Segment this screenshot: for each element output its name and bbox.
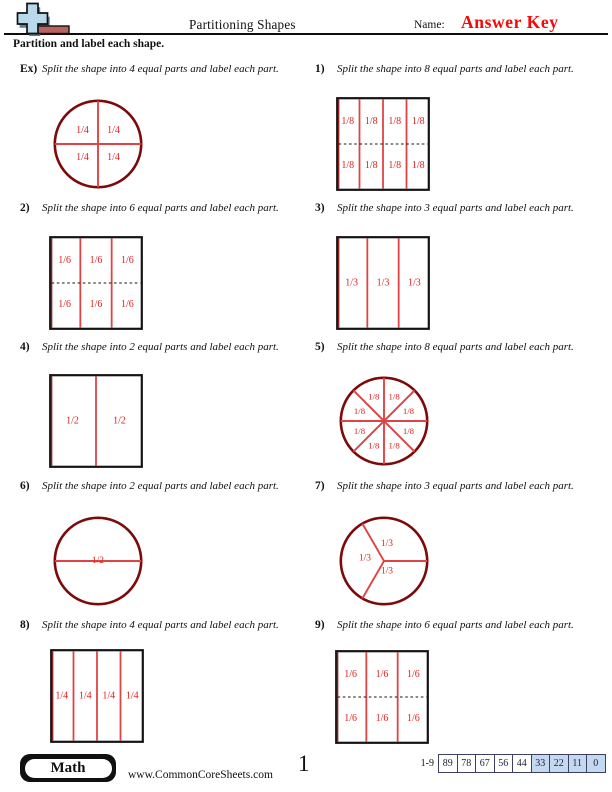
answer-key-text: Answer Key (461, 12, 559, 32)
fraction-label: 1/4 (76, 152, 89, 163)
website-text: www.CommonCoreSheets.com (128, 769, 273, 781)
problem-number: 1) (315, 63, 325, 75)
fraction-label: 1/8 (353, 405, 366, 416)
score-cell: 33 (531, 755, 550, 772)
problem-5 (313, 341, 605, 477)
fraction-label: 1/6 (344, 668, 358, 680)
fraction-label: 1/8 (353, 426, 366, 437)
fraction-label: 1/8 (388, 115, 402, 127)
fraction-label: 1/3 (380, 566, 394, 577)
problem-3 (313, 202, 605, 338)
shape-circle-3-parts (338, 515, 430, 607)
fraction-label: 1/6 (58, 254, 72, 266)
problem-prompt: Split the shape into 8 equal parts and label each part. (337, 63, 574, 75)
fraction-label: 1/6 (89, 299, 103, 311)
fraction-label: 1/2 (113, 415, 126, 427)
score-cell: 67 (475, 755, 494, 772)
shape-circle-4-parts (52, 98, 144, 190)
name-label: Name: (414, 19, 445, 31)
square-figure (335, 650, 429, 744)
problem-number: 7) (315, 480, 325, 492)
worksheet-title: Partitioning Shapes (189, 17, 296, 32)
math-plus-logo-icon (6, 1, 72, 36)
fraction-label: 1/6 (120, 254, 134, 266)
score-cell: 11 (568, 755, 587, 772)
fraction-label: 1/8 (364, 115, 378, 127)
fraction-label: 1/6 (406, 668, 420, 680)
fraction-label: 1/8 (388, 160, 402, 172)
problem-8 (18, 619, 310, 755)
fraction-label: 1/8 (411, 160, 425, 172)
fraction-label: 1/8 (368, 440, 380, 451)
fraction-label: 1/8 (341, 115, 355, 127)
problem-6 (18, 480, 310, 616)
fraction-label: 1/8 (368, 391, 380, 402)
fraction-label: 1/8 (341, 160, 355, 172)
score-cell: 89 (442, 758, 453, 769)
problem-9 (313, 619, 605, 755)
circle-figure (52, 515, 144, 607)
circle-figure (52, 98, 144, 190)
circle-figure (338, 375, 430, 467)
shape-square-6-parts (49, 236, 143, 330)
fraction-label: 1/4 (107, 125, 120, 136)
problem-prompt: Split the shape into 4 equal parts and label each part. (42, 619, 279, 631)
fraction-label: 1/4 (107, 152, 120, 163)
square-figure (50, 649, 144, 743)
fraction-label: 1/6 (120, 299, 134, 311)
score-range-label: 1-9 (420, 758, 434, 769)
shape-square-8-parts (336, 97, 430, 191)
square-figure (49, 236, 143, 330)
fraction-label: 1/6 (89, 254, 103, 266)
problem-prompt: Split the shape into 6 equal parts and label each part. (337, 619, 574, 631)
problem-prompt: Split the shape into 4 equal parts and label each part. (42, 63, 279, 75)
problem-2 (18, 202, 310, 338)
fraction-label: 1/6 (344, 713, 358, 725)
problem-4 (18, 341, 310, 477)
shape-square-4-parts (50, 649, 144, 743)
problem-number: 8) (20, 619, 30, 631)
problem-ex (18, 63, 310, 199)
fraction-label: 1/4 (55, 690, 69, 702)
fraction-label: 1/3 (380, 539, 394, 549)
problem-prompt: Split the shape into 6 equal parts and label each part. (42, 202, 279, 214)
problem-7 (313, 480, 605, 616)
subject-badge (20, 754, 116, 782)
fraction-label: 1/6 (58, 299, 72, 311)
fraction-label: 1/2 (66, 415, 79, 427)
fraction-label: 1/8 (388, 440, 400, 451)
fraction-label: 1/3 (345, 277, 359, 289)
shape-square-2-parts (49, 374, 143, 468)
score-cell: 44 (512, 755, 531, 772)
square-figure (336, 236, 430, 330)
fraction-label: 1/6 (406, 713, 420, 725)
problem-number: 2) (20, 202, 30, 214)
problem-number: 6) (20, 480, 30, 492)
fraction-label: 1/3 (358, 553, 372, 564)
problem-prompt: Split the shape into 2 equal parts and label each part. (42, 341, 279, 353)
score-cell: 0 (586, 755, 605, 772)
shape-circle-8-parts (338, 375, 430, 467)
score-cell: 22 (549, 755, 568, 772)
fraction-label: 1/2 (91, 556, 105, 566)
fraction-label: 1/4 (102, 690, 116, 702)
fraction-label: 1/8 (388, 391, 400, 402)
square-figure (336, 97, 430, 191)
instruction-text: Partition and label each shape. (13, 38, 165, 50)
problem-number: 3) (315, 202, 325, 214)
fraction-label: 1/4 (78, 690, 92, 702)
score-cell: 56 (494, 755, 513, 772)
fraction-label: 1/8 (402, 426, 415, 437)
fraction-label: 1/3 (407, 277, 421, 289)
subject-badge-label: Math (50, 759, 86, 776)
fraction-label: 1/6 (375, 668, 389, 680)
circle-figure (338, 515, 430, 607)
fraction-label: 1/6 (375, 713, 389, 725)
square-figure (49, 374, 143, 468)
page-number: 1 (298, 751, 310, 776)
fraction-label: 1/8 (364, 160, 378, 172)
problem-number: 4) (20, 341, 30, 353)
problem-prompt: Split the shape into 2 equal parts and label each part. (42, 480, 279, 492)
fraction-label: 1/4 (76, 125, 89, 136)
problem-number: 9) (315, 619, 325, 631)
fraction-label: 1/8 (402, 405, 415, 416)
fraction-label: 1/8 (411, 115, 425, 127)
problem-number: Ex) (20, 63, 38, 75)
header-divider (4, 33, 608, 35)
score-table (438, 754, 606, 773)
shape-square-3-parts (336, 236, 430, 330)
shape-square-6-parts (335, 650, 429, 744)
score-cell: 78 (457, 755, 476, 772)
fraction-label: 1/4 (125, 690, 139, 702)
fraction-label: 1/3 (376, 277, 390, 289)
problem-number: 5) (315, 341, 325, 353)
problem-prompt: Split the shape into 3 equal parts and label each part. (337, 480, 574, 492)
problem-1 (313, 63, 605, 199)
problem-prompt: Split the shape into 3 equal parts and label each part. (337, 202, 574, 214)
shape-circle-2-parts (52, 515, 144, 607)
problem-prompt: Split the shape into 8 equal parts and label each part. (337, 341, 574, 353)
